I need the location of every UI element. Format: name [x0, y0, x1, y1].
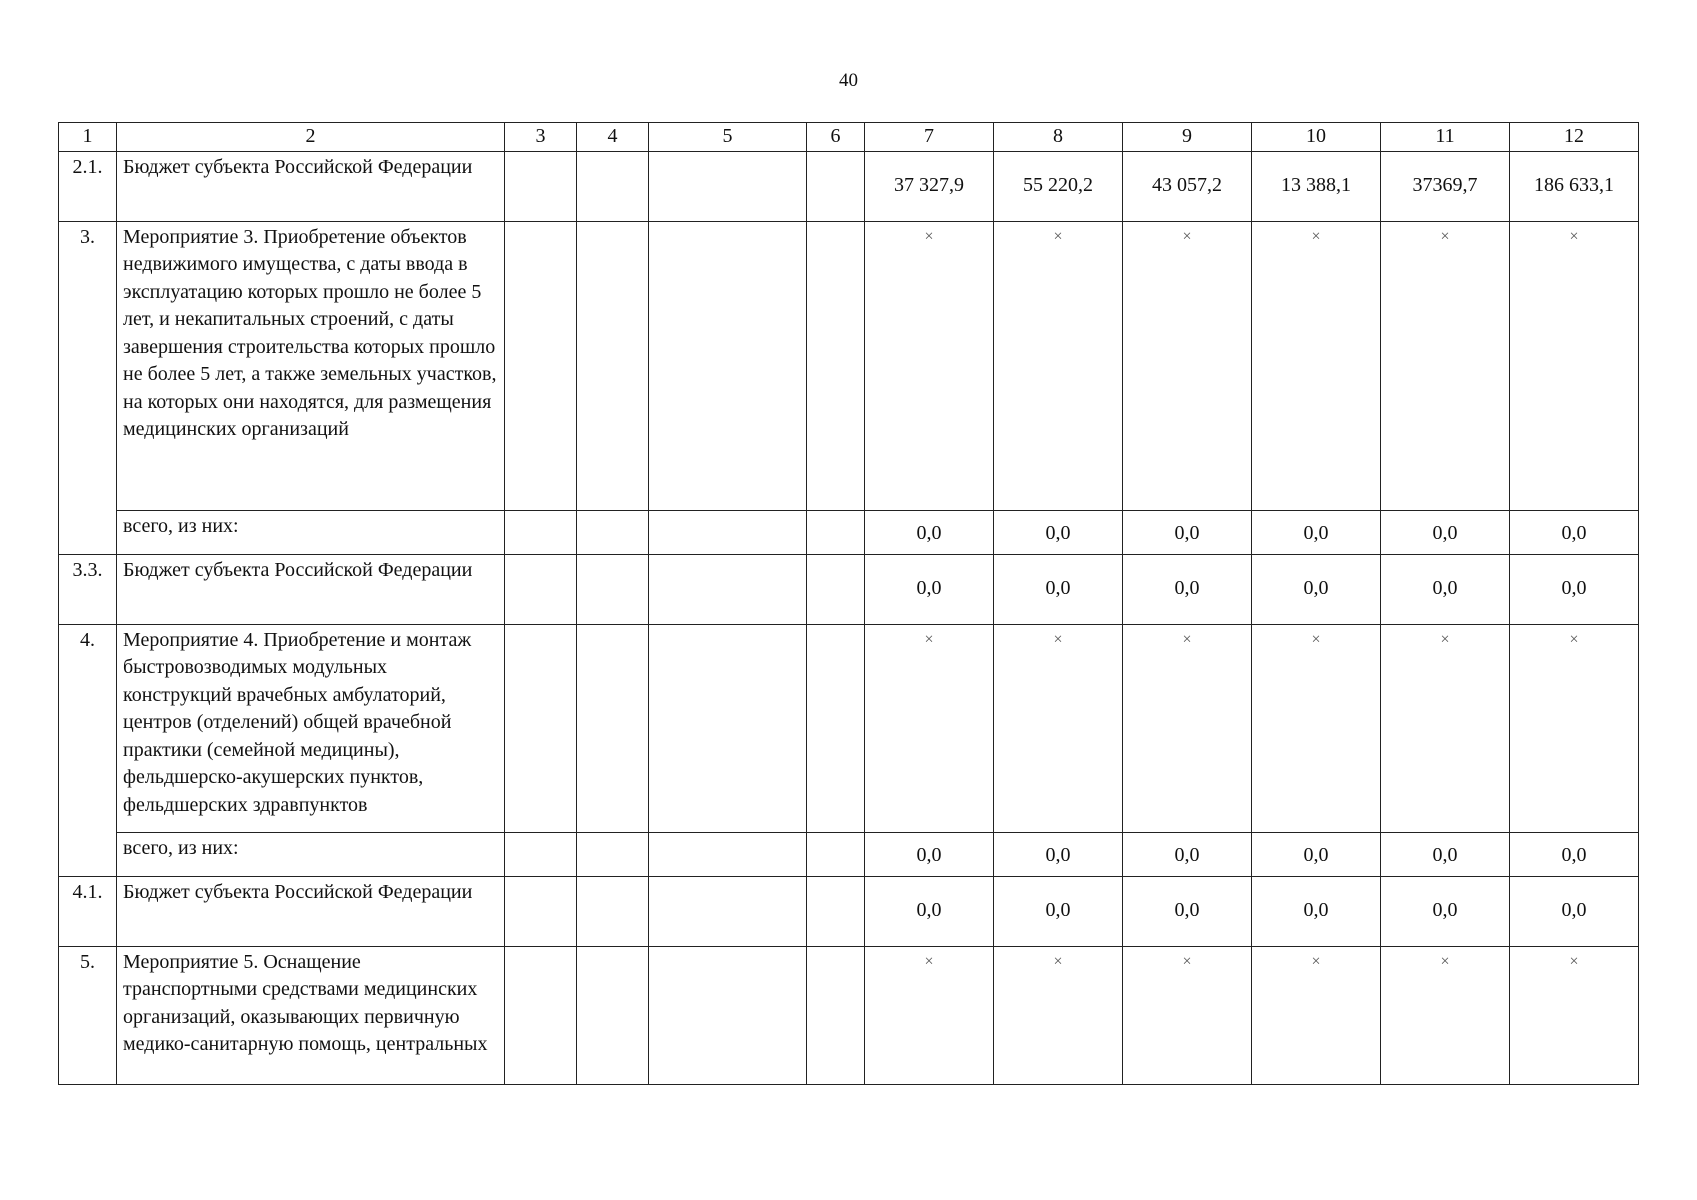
not-applicable-mark: × [1381, 946, 1510, 1084]
empty-cell [807, 221, 865, 510]
value-cell: 0,0 [994, 554, 1123, 624]
empty-cell [505, 876, 577, 946]
not-applicable-mark: × [1252, 221, 1381, 510]
table-row [59, 832, 1639, 876]
value-cell: 186 633,1 [1510, 151, 1639, 221]
row-number: 5. [59, 946, 117, 1084]
empty-cell [649, 876, 807, 946]
row-number: 2.1. [59, 151, 117, 221]
value-cell: 0,0 [1510, 876, 1639, 946]
empty-cell [505, 510, 577, 554]
column-number: 7 [865, 123, 994, 152]
not-applicable-mark: × [1252, 624, 1381, 832]
value-cell: 0,0 [1252, 554, 1381, 624]
value-cell: 13 388,1 [1252, 151, 1381, 221]
page-number: 40 [839, 70, 858, 91]
row-description: Мероприятие 3. Приобретение объектов недвижимого имущества, с даты ввода в эксплуатацию которых прошло не более 5 лет, и некапитальных строений, с даты завершения строительства которых прошло не более 5 лет, а также земельных участков, на которых они находятся, для размещения медицинских организаций [117, 221, 505, 510]
not-applicable-mark: × [1123, 221, 1252, 510]
column-number: 9 [1123, 123, 1252, 152]
empty-cell [577, 624, 649, 832]
column-number: 10 [1252, 123, 1381, 152]
row-description: Мероприятие 5. Оснащение транспортными средствами медицинских организаций, оказывающих первичную медико-санитарную помощь, центральных [117, 946, 505, 1084]
empty-cell [649, 554, 807, 624]
empty-cell [649, 510, 807, 554]
not-applicable-mark: × [1123, 946, 1252, 1084]
not-applicable-mark: × [994, 946, 1123, 1084]
value-cell: 0,0 [994, 832, 1123, 876]
column-number: 12 [1510, 123, 1639, 152]
value-cell: 0,0 [865, 832, 994, 876]
empty-cell [577, 832, 649, 876]
empty-cell [807, 946, 865, 1084]
empty-cell [577, 510, 649, 554]
row-description: Мероприятие 4. Приобретение и монтаж быстровозводимых модульных конструкций врачебных амбулаторий, центров (отделений) общей врачебной практики (семейной медицины), фельдшерско-акушерских пунктов, фельдшерских здравпунктов [117, 624, 505, 832]
value-cell: 0,0 [1123, 554, 1252, 624]
not-applicable-mark: × [1510, 946, 1639, 1084]
value-cell: 0,0 [1252, 832, 1381, 876]
not-applicable-mark: × [1123, 624, 1252, 832]
not-applicable-mark: × [1510, 624, 1639, 832]
empty-cell [649, 946, 807, 1084]
row-description: всего, из них: [117, 510, 505, 554]
table-row [59, 624, 1639, 832]
budget-table [58, 122, 1639, 1085]
value-cell: 55 220,2 [994, 151, 1123, 221]
value-cell: 0,0 [994, 510, 1123, 554]
not-applicable-mark: × [994, 624, 1123, 832]
row-description: всего, из них: [117, 832, 505, 876]
empty-cell [649, 832, 807, 876]
column-number: 6 [807, 123, 865, 152]
row-description: Бюджет субъекта Российской Федерации [117, 876, 505, 946]
empty-cell [807, 510, 865, 554]
empty-cell [577, 946, 649, 1084]
empty-cell [577, 554, 649, 624]
value-cell: 0,0 [1510, 832, 1639, 876]
not-applicable-mark: × [865, 946, 994, 1084]
column-number: 8 [994, 123, 1123, 152]
table-row [59, 876, 1639, 946]
not-applicable-mark: × [865, 221, 994, 510]
not-applicable-mark: × [994, 221, 1123, 510]
row-number: 3. [59, 221, 117, 554]
column-number: 1 [59, 123, 117, 152]
column-number: 3 [505, 123, 577, 152]
empty-cell [505, 221, 577, 510]
empty-cell [649, 624, 807, 832]
empty-cell [577, 151, 649, 221]
empty-cell [505, 946, 577, 1084]
not-applicable-mark: × [1381, 221, 1510, 510]
value-cell: 0,0 [1252, 876, 1381, 946]
value-cell: 0,0 [1252, 510, 1381, 554]
row-number: 4. [59, 624, 117, 876]
value-cell: 0,0 [1510, 554, 1639, 624]
value-cell: 0,0 [865, 876, 994, 946]
table-row [59, 151, 1639, 221]
value-cell: 0,0 [1381, 554, 1510, 624]
value-cell: 0,0 [865, 554, 994, 624]
not-applicable-mark: × [1510, 221, 1639, 510]
column-number-row [59, 123, 1639, 152]
not-applicable-mark: × [1381, 624, 1510, 832]
empty-cell [577, 221, 649, 510]
table-row [59, 510, 1639, 554]
empty-cell [577, 876, 649, 946]
column-number: 2 [117, 123, 505, 152]
empty-cell [505, 624, 577, 832]
value-cell: 0,0 [1123, 510, 1252, 554]
table-row [59, 221, 1639, 510]
row-number: 3.3. [59, 554, 117, 624]
table-row [59, 946, 1639, 1084]
empty-cell [807, 624, 865, 832]
column-number: 5 [649, 123, 807, 152]
value-cell: 0,0 [994, 876, 1123, 946]
empty-cell [505, 554, 577, 624]
column-number: 4 [577, 123, 649, 152]
empty-cell [649, 221, 807, 510]
value-cell: 37369,7 [1381, 151, 1510, 221]
value-cell: 0,0 [1510, 510, 1639, 554]
value-cell: 37 327,9 [865, 151, 994, 221]
empty-cell [807, 832, 865, 876]
row-description: Бюджет субъекта Российской Федерации [117, 554, 505, 624]
empty-cell [649, 151, 807, 221]
empty-cell [807, 554, 865, 624]
value-cell: 0,0 [1123, 832, 1252, 876]
value-cell: 0,0 [1123, 876, 1252, 946]
empty-cell [807, 876, 865, 946]
row-number: 4.1. [59, 876, 117, 946]
not-applicable-mark: × [865, 624, 994, 832]
value-cell: 0,0 [1381, 510, 1510, 554]
not-applicable-mark: × [1252, 946, 1381, 1084]
value-cell: 0,0 [1381, 832, 1510, 876]
value-cell: 43 057,2 [1123, 151, 1252, 221]
value-cell: 0,0 [865, 510, 994, 554]
value-cell: 0,0 [1381, 876, 1510, 946]
table-row [59, 554, 1639, 624]
empty-cell [807, 151, 865, 221]
empty-cell [505, 151, 577, 221]
empty-cell [505, 832, 577, 876]
row-description: Бюджет субъекта Российской Федерации [117, 151, 505, 221]
column-number: 11 [1381, 123, 1510, 152]
